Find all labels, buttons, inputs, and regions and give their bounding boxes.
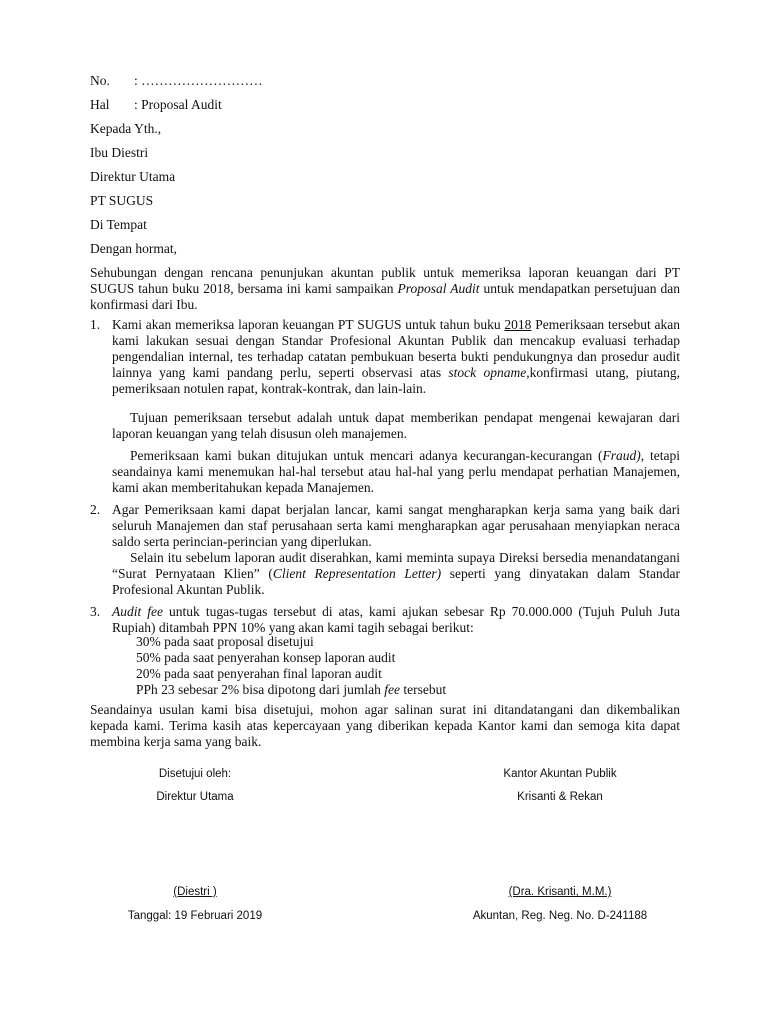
letter-subject — [90, 97, 222, 113]
fee-line: 50% pada saat penyerahan konsep laporan audit — [136, 650, 396, 665]
approver-name: (Diestri ) — [173, 886, 217, 898]
item-3-paragraph: Audit fee untuk tugas-tugas tersebut di atas, kami ajukan sebesar Rp 70.000.000 (Tujuh Puluh Juta Rupiah) ditambah PPN 10% yang akan kami tagih sebagai berikut: — [112, 604, 680, 635]
subject-label: Hal — [90, 97, 110, 112]
recipient-place: Di Tempat — [90, 217, 147, 232]
item-1-paragraph: Kami akan memeriksa laporan keuangan PT SUGUS untuk tahun buku 2018 Pemeriksaan tersebut akan kami lakukan sesuai dengan Standar Profesional Akuntan Publik dan mencakup evaluasi terhadap pengendalian internal, tes terhadap catatan pembukuan beserta bukti pendukungnya dan prosedur audit lainnya yang kami pandang perlu, seperti observasi atas stock opname,konfirmasi utang, piutang, pemeriksaan notulen rapat, kontrak-kontrak, dan lain-lain. — [112, 317, 680, 396]
item-1-objective: Tujuan pemeriksaan tersebut adalah untuk dapat memberikan pendapat mengenai kewajaran dari laporan keuangan yang telah disusun oleh manajemen. — [112, 410, 680, 441]
accountant-name: (Dra. Krisanti, M.M.) — [508, 886, 612, 898]
letter-number — [90, 73, 263, 89]
item-3-number: 3. — [90, 604, 101, 619]
approval-date: Tanggal: 19 Februari 2019 — [127, 910, 263, 922]
firm-name: Krisanti & Rekan — [517, 791, 603, 803]
item-2-paragraph: Agar Pemeriksaan kami dapat berjalan lancar, kami sangat mengharapkan kerja sama yang baik dari seluruh Manajemen dan staf perusahaan serta kami mengharapkan agar perusahaan menyiapkan neraca saldo serta perincian-perincian yang diperlukan. — [112, 502, 680, 549]
salutation-to: Kepada Yth., — [90, 121, 162, 136]
closing-paragraph: Seandainya usulan kami bisa disetujui, mohon agar salinan surat ini ditandatangani dan dikembalikan kepada kami. Terima kasih atas kepercayaan yang diberikan kepada Kantor kami dan semoga kita dapat membina kerja sama yang baik. — [90, 702, 680, 749]
fee-line: 20% pada saat penyerahan final laporan audit — [136, 666, 382, 681]
item-1-fraud-note: Pemeriksaan kami bukan ditujukan untuk mencari adanya kecurangan-kecurangan (Fraud), tetapi seandainya kami menemukan hal-hal tersebut atau hal-hal yang perlu mendapat perhatian Manajemen, kami akan memberitahukan kepada Manajemen. — [112, 448, 680, 495]
recipient-name: Ibu Diestri — [90, 145, 149, 160]
recipient-company: PT SUGUS — [90, 193, 154, 208]
accountant-registration: Akuntan, Reg. Neg. No. D-241188 — [472, 910, 648, 922]
item-2-representation: Selain itu sebelum laporan audit diserahkan, kami meminta supaya Direksi bersedia menandatangani “Surat Pernyataan Klien” (Client Representation Letter) seperti yang dinyatakan dalam Standar Profesional Akuntan Publik. — [112, 550, 680, 597]
intro-paragraph: Sehubungan dengan rencana penunjukan akuntan publik untuk memeriksa laporan keuangan dari PT SUGUS tahun buku 2018, bersama ini kami sampaikan Proposal Audit untuk mendapatkan persetujuan dan konfirmasi dari Ibu. — [90, 265, 680, 312]
fee-line: PPh 23 sebesar 2% bisa dipotong dari jumlah fee tersebut — [136, 682, 447, 697]
greeting: Dengan hormat, — [90, 241, 177, 256]
recipient-title: Direktur Utama — [90, 169, 176, 184]
firm-label: Kantor Akuntan Publik — [503, 768, 617, 780]
fee-schedule — [136, 634, 446, 698]
approver-title: Direktur Utama — [156, 791, 234, 803]
subject-value: : Proposal Audit — [134, 97, 222, 112]
number-label: No. — [90, 73, 110, 88]
item-1-number: 1. — [90, 317, 101, 332]
number-value: : ……………………… — [134, 73, 263, 88]
fee-line: 30% pada saat proposal disetujui — [136, 634, 314, 649]
approved-by-label: Disetujui oleh: — [158, 768, 232, 780]
item-2-number: 2. — [90, 502, 101, 517]
